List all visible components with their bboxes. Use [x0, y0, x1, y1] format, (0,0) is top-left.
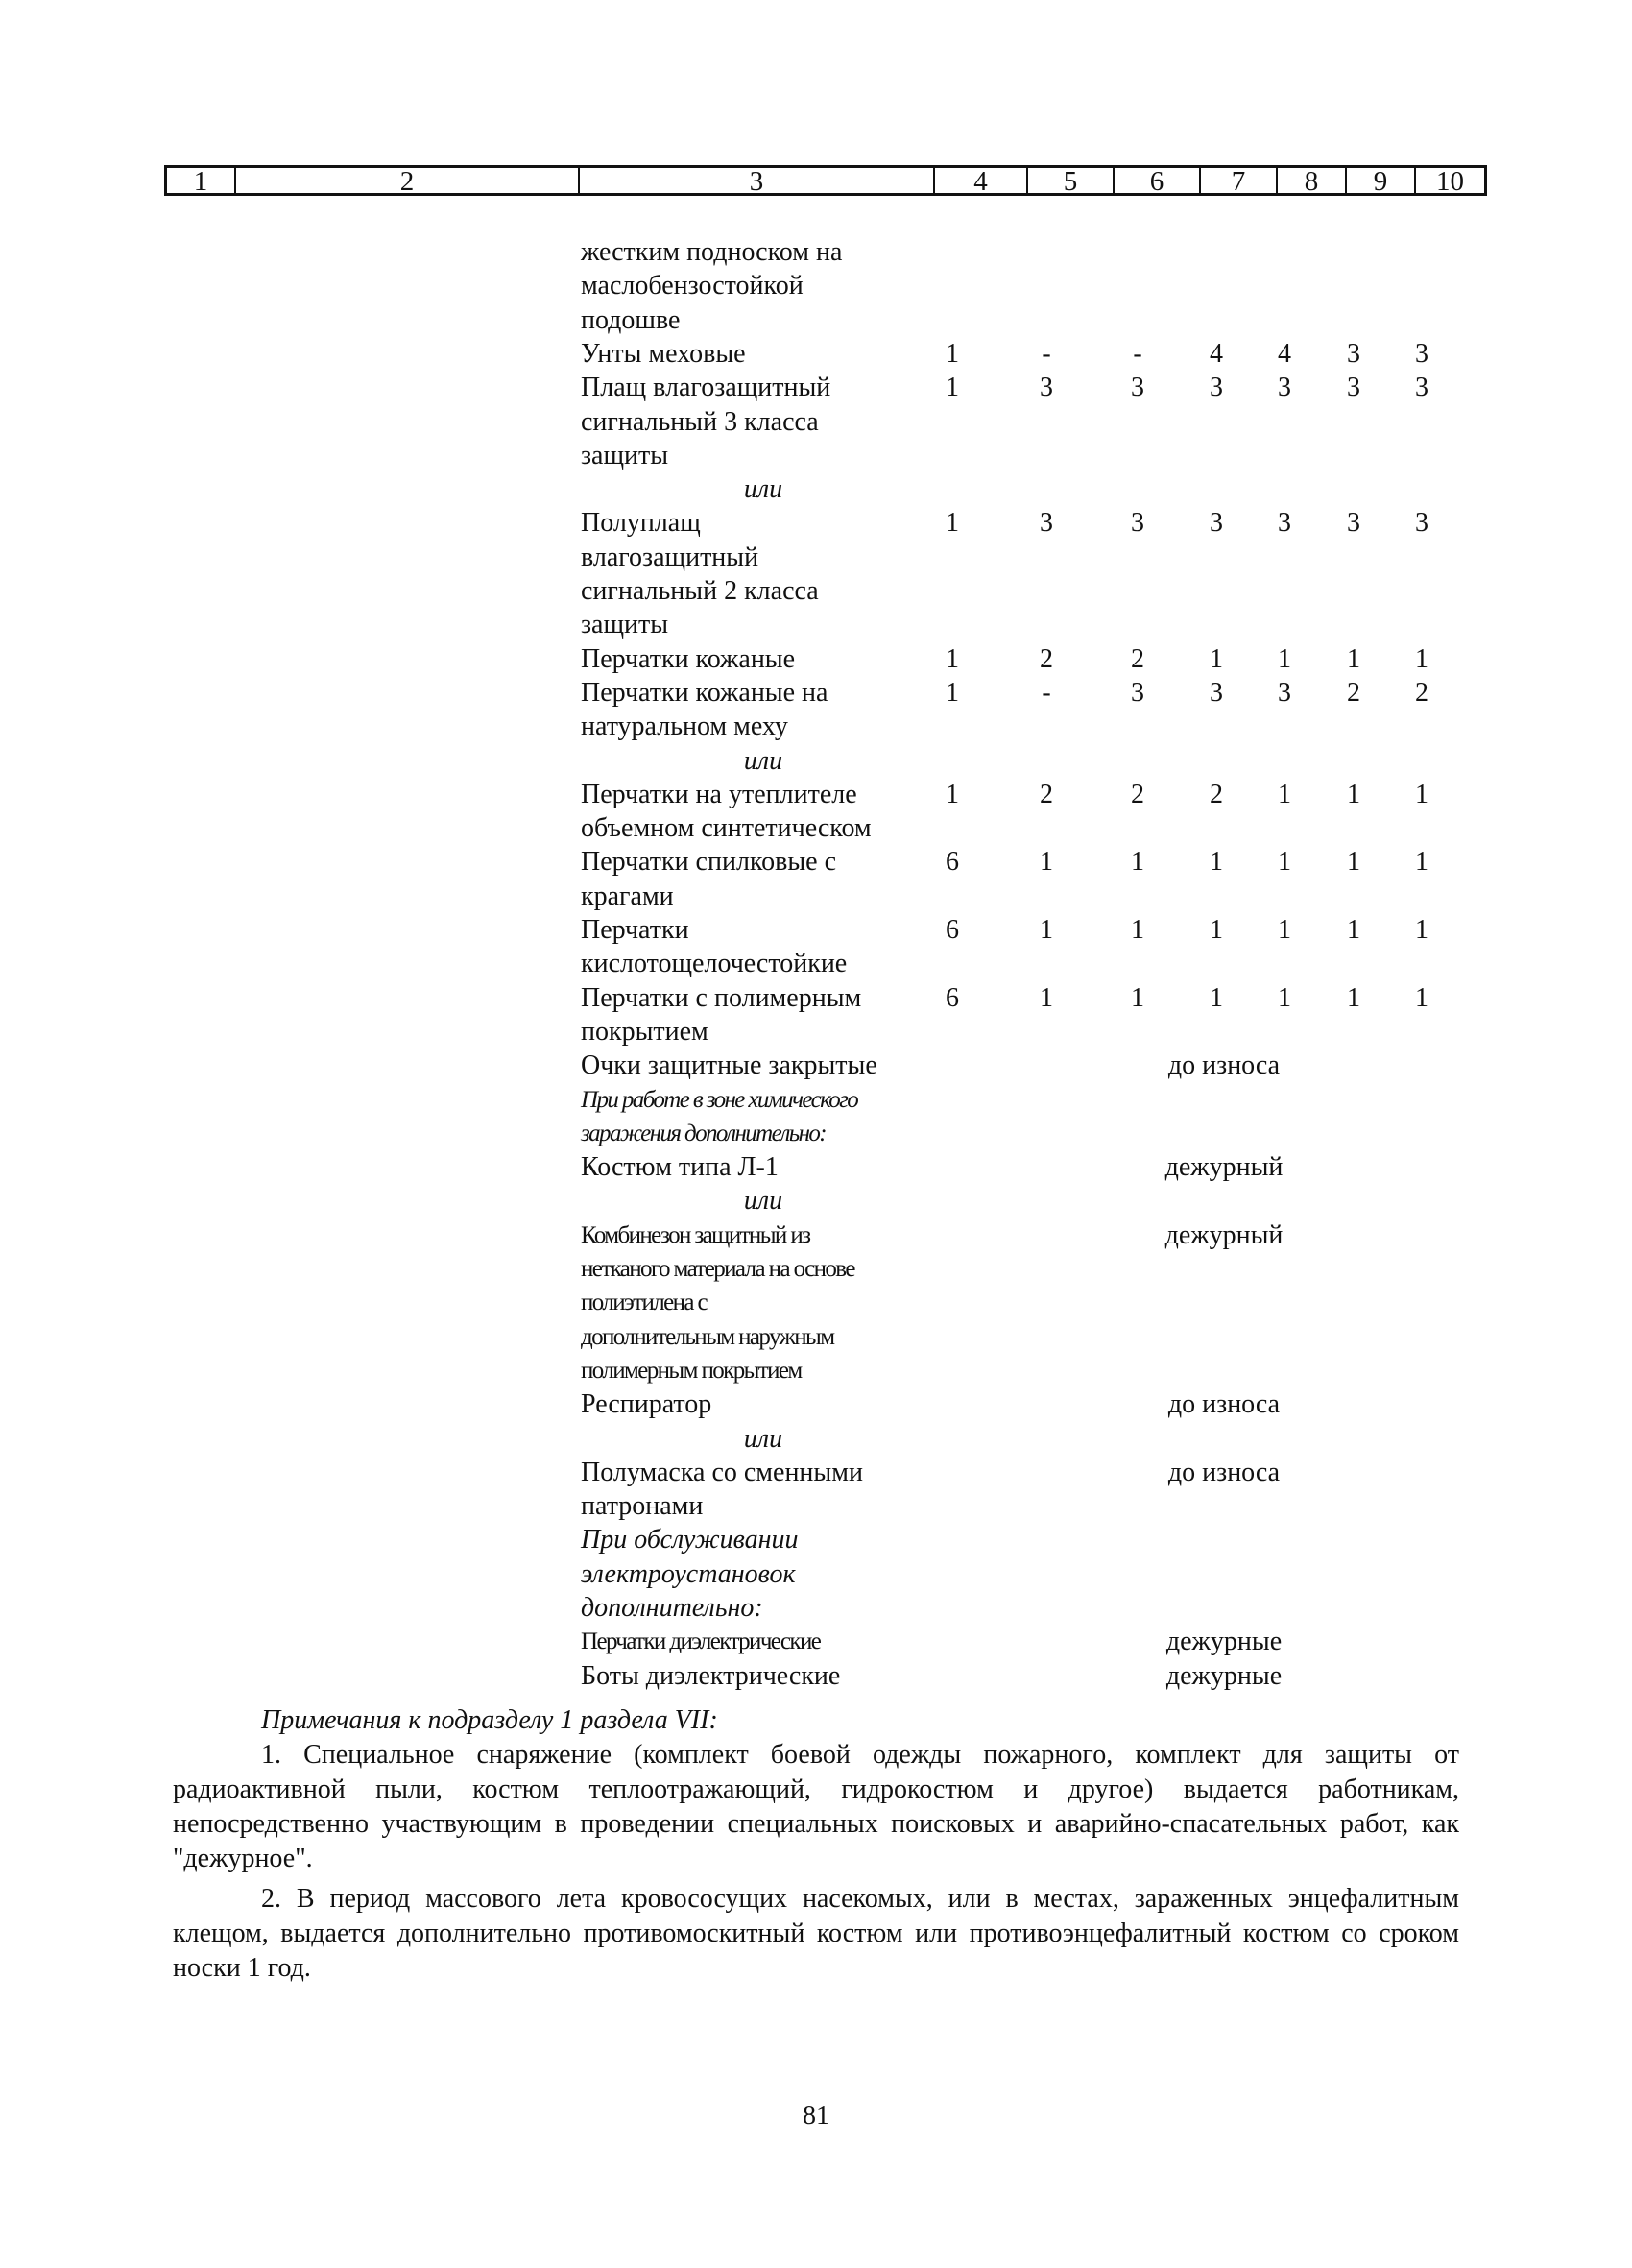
item-name: сигнальный 2 класса: [581, 576, 819, 606]
item-value-col-7: 2: [1210, 779, 1223, 809]
item-term: дежурный: [1164, 1219, 1284, 1250]
table-header: [164, 165, 1487, 196]
item-value-col-10: 1: [1415, 643, 1428, 674]
item-name: влагозащитный: [581, 542, 759, 572]
item-value-col-8: 1: [1278, 643, 1291, 674]
item-term: до износа: [1167, 1389, 1281, 1420]
item-name: покрытием: [581, 1016, 708, 1047]
item-name: Полумаска со сменными: [581, 1457, 863, 1487]
item-name: Перчатки спилковые с: [581, 847, 836, 878]
item-name: Перчатки на утеплителе: [581, 779, 857, 809]
item-term: до износа: [1167, 1457, 1281, 1487]
item-name: заражения дополнительно:: [581, 1120, 827, 1146]
item-name: нетканого материала на основе: [581, 1256, 854, 1282]
item-value-col-7: 1: [1210, 847, 1223, 878]
item-value-col-7: 1: [1210, 643, 1223, 674]
item-value-col-5: 2: [1040, 779, 1053, 809]
item-name: сигнальный 3 класса: [581, 406, 819, 437]
item-name: или: [743, 474, 783, 505]
item-value-col-10: 1: [1415, 982, 1428, 1013]
item-value-col-4: 1: [946, 779, 959, 809]
item-value-col-4: 1: [946, 677, 959, 708]
item-value-col-6: 3: [1131, 373, 1144, 403]
item-name: полиэтилена с: [581, 1290, 708, 1316]
note-paragraph-2: 2. В период массового лета кровососущих насекомых, или в местах, зараженных энцефалитным клещом, выдается дополнительно противомоскитный костюм или противоэнцефалитный костюм со сроком носки 1 год.: [173, 1884, 1459, 1983]
item-name: полимерным покрытием: [581, 1357, 802, 1384]
item-value-col-7: 1: [1210, 982, 1223, 1013]
item-name: объемном синтетическом: [581, 813, 872, 844]
header-col-7: 7: [1201, 168, 1278, 193]
item-value-col-8: 3: [1278, 677, 1291, 708]
item-term: дежурные: [1165, 1660, 1283, 1691]
item-name: или: [743, 745, 783, 776]
item-value-col-6: -: [1133, 338, 1142, 369]
item-name: маслобензостойкой: [581, 271, 804, 302]
item-name: Очки защитные закрытые: [581, 1050, 877, 1081]
item-name: электроустановок: [581, 1558, 796, 1589]
item-value-col-8: 1: [1278, 779, 1291, 809]
item-value-col-5: 3: [1040, 373, 1053, 403]
item-name: кислотощелочестойкие: [581, 949, 848, 979]
item-name: Респиратор: [581, 1389, 712, 1420]
item-value-col-7: 3: [1210, 373, 1223, 403]
item-value-col-8: 1: [1278, 982, 1291, 1013]
item-value-col-6: 3: [1131, 677, 1144, 708]
item-term: до износа: [1167, 1050, 1281, 1081]
item-term: дежурные: [1165, 1627, 1283, 1657]
header-col-5: 5: [1028, 168, 1115, 193]
item-name: Полуплащ: [581, 508, 701, 539]
item-value-col-4: 1: [946, 643, 959, 674]
item-name: защиты: [581, 610, 669, 640]
item-value-col-10: 3: [1415, 508, 1428, 539]
item-value-col-8: 1: [1278, 847, 1291, 878]
page-number: 81: [803, 2101, 829, 2131]
item-name: подошве: [581, 304, 681, 335]
item-name: Унты меховые: [581, 338, 746, 369]
item-value-col-6: 2: [1131, 779, 1144, 809]
item-value-col-8: 3: [1278, 508, 1291, 539]
item-name: защиты: [581, 440, 669, 470]
item-value-col-5: 1: [1040, 847, 1053, 878]
header-col-10: 10: [1436, 166, 1464, 197]
item-value-col-6: 1: [1131, 847, 1144, 878]
item-value-col-5: 1: [1040, 915, 1053, 945]
item-value-col-4: 6: [946, 982, 959, 1013]
item-value-col-4: 1: [946, 508, 959, 539]
item-name: При обслуживании: [581, 1525, 799, 1556]
item-value-col-5: 1: [1040, 982, 1053, 1013]
notes-title: Примечания к подразделу 1 раздела VII:: [261, 1705, 718, 1735]
item-value-col-9: 3: [1347, 508, 1360, 539]
item-value-col-10: 2: [1415, 677, 1428, 708]
item-name: дополнительным наружным: [581, 1323, 834, 1350]
item-value-col-9: 1: [1347, 982, 1360, 1013]
item-value-col-9: 3: [1347, 373, 1360, 403]
item-name: дополнительно:: [581, 1593, 763, 1623]
item-name: Перчатки кожаные: [581, 643, 796, 674]
item-value-col-10: 1: [1415, 779, 1428, 809]
item-name: Костюм типа Л-1: [581, 1152, 779, 1183]
item-value-col-10: 1: [1415, 915, 1428, 945]
header-col-6: 6: [1115, 168, 1201, 193]
item-value-col-6: 1: [1131, 915, 1144, 945]
item-value-col-9: 3: [1347, 338, 1360, 369]
item-value-col-7: 1: [1210, 915, 1223, 945]
item-name: жестким подноском на: [581, 237, 843, 267]
item-name: Комбинезон защитный из: [581, 1221, 810, 1248]
header-col-3: 3: [580, 168, 935, 193]
item-value-col-9: 1: [1347, 643, 1360, 674]
item-name: Перчатки: [581, 915, 689, 945]
header-col-4: 4: [935, 168, 1028, 193]
item-value-col-5: -: [1042, 677, 1051, 708]
item-value-col-10: 1: [1415, 847, 1428, 878]
item-value-col-10: 3: [1415, 373, 1428, 403]
item-name: Плащ влагозащитный: [581, 373, 831, 403]
item-name: Перчатки кожаные на: [581, 677, 828, 708]
item-value-col-8: 3: [1278, 373, 1291, 403]
item-value-col-4: 1: [946, 338, 959, 369]
item-value-col-7: 4: [1210, 338, 1223, 369]
item-name: Перчатки диэлектрические: [581, 1629, 821, 1655]
item-name: или: [743, 1186, 783, 1217]
item-value-col-10: 3: [1415, 338, 1428, 369]
item-value-col-8: 4: [1278, 338, 1291, 369]
item-value-col-6: 2: [1131, 643, 1144, 674]
item-name: Боты диэлектрические: [581, 1660, 841, 1691]
item-value-col-4: 6: [946, 915, 959, 945]
item-name: При работе в зоне химического: [581, 1086, 858, 1113]
header-col-1: 1: [167, 168, 236, 193]
item-value-col-4: 6: [946, 847, 959, 878]
header-col-9: 9: [1347, 168, 1416, 193]
item-value-col-8: 1: [1278, 915, 1291, 945]
item-value-col-9: 1: [1347, 847, 1360, 878]
item-value-col-9: 2: [1347, 677, 1360, 708]
item-value-col-9: 1: [1347, 915, 1360, 945]
item-value-col-7: 3: [1210, 508, 1223, 539]
header-col-8: 8: [1278, 168, 1347, 193]
item-value-col-9: 1: [1347, 779, 1360, 809]
item-value-col-5: -: [1042, 338, 1051, 369]
item-value-col-6: 3: [1131, 508, 1144, 539]
item-value-col-4: 1: [946, 373, 959, 403]
item-name: или: [743, 1423, 783, 1454]
item-name: натуральном меху: [581, 712, 788, 742]
item-name: Перчатки с полимерным: [581, 982, 862, 1013]
item-name: крагами: [581, 881, 674, 911]
notes-section: [173, 1703, 1459, 1991]
item-value-col-6: 1: [1131, 982, 1144, 1013]
note-paragraph-1: 1. Специальное снаряжение (комплект боевой одежды пожарного, комплект для защиты от радиоактивной пыли, костюм теплоотражающий, гидрокостюм и другое) выдается работникам, непосредственно участвующим в проведении специальных поисковых и аварийно-спасательных работ, как "дежурное".: [173, 1740, 1459, 1873]
item-value-col-5: 3: [1040, 508, 1053, 539]
item-value-col-7: 3: [1210, 677, 1223, 708]
header-col-2: 2: [236, 168, 580, 193]
item-value-col-5: 2: [1040, 643, 1053, 674]
item-term: дежурный: [1164, 1152, 1284, 1183]
item-name: патронами: [581, 1491, 704, 1522]
